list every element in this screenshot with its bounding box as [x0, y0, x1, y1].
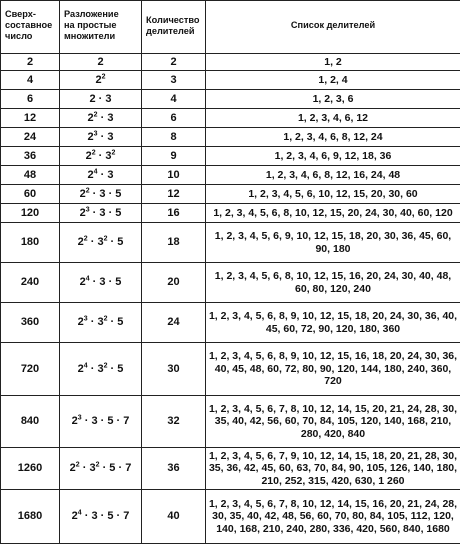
divisor-count-cell: 8: [142, 128, 206, 147]
header-factorization: Разложение на простые множители: [60, 1, 142, 54]
number-cell: 12: [1, 109, 60, 128]
number-cell: 240: [1, 263, 60, 303]
factorization-cell: $2^4 \cdot 3 \cdot 5$: [60, 263, 142, 303]
table-row: [1, 109, 460, 128]
divisor-list-cell: 1, 2, 3, 4, 5, 6, 7, 9, 10, 12, 14, 15, 18, 20, 21, 28, 30, 35, 36, 42, 45, 60, 63, 70, 84, 90, 105, 126, 140, 180, 210, 252, 315, 420, 630, 1 260: [206, 448, 460, 490]
factorization-cell: $2^3 \cdot 3 \cdot 5 \cdot 7$: [60, 396, 142, 448]
table-row: [1, 185, 460, 204]
divisor-list-cell: 1, 2, 3, 4, 5, 6, 7, 8, 10, 12, 14, 15, 16, 20, 21, 24, 28, 30, 35, 40, 42, 48, 56, 60, 70, 80, 84, 105, 112, 120, 140, 168, 210, 240, 280, 336, 420, 560, 840, 1680: [206, 490, 460, 544]
divisor-list-cell: 1, 2, 3, 4, 5, 6, 8, 10, 12, 15, 16, 20, 24, 30, 40, 48, 60, 80, 120, 240: [206, 263, 460, 303]
factorization-cell: $2^4 \cdot 3 \cdot 5 \cdot 7$: [60, 490, 142, 544]
number-cell: 2: [1, 54, 60, 71]
factorization-cell: $2^2 \cdot 3$: [60, 109, 142, 128]
header-divisor-list: Список делителей: [206, 1, 460, 54]
number-cell: 4: [1, 71, 60, 90]
number-cell: 180: [1, 223, 60, 263]
factorization-cell: $2^2 \cdot 3^2$: [60, 147, 142, 166]
factorization-cell: $2^2$: [60, 71, 142, 90]
number-cell: 1680: [1, 490, 60, 544]
divisor-count-cell: 2: [142, 54, 206, 71]
header-divisor-count: Количество делителей: [142, 1, 206, 54]
table-row: [1, 396, 460, 448]
divisor-list-cell: 1, 2, 3, 4, 6, 8, 12, 16, 24, 48: [206, 166, 460, 185]
divisor-list-cell: 1, 2, 3, 4, 5, 6, 10, 12, 15, 20, 30, 60: [206, 185, 460, 204]
divisor-count-cell: 4: [142, 90, 206, 109]
divisor-list-cell: 1, 2, 4: [206, 71, 460, 90]
divisor-list-cell: 1, 2, 3, 4, 5, 6, 8, 10, 12, 15, 20, 24, 30, 40, 60, 120: [206, 204, 460, 223]
number-cell: 720: [1, 343, 60, 396]
table-row: [1, 490, 460, 544]
number-cell: 6: [1, 90, 60, 109]
table-row: [1, 448, 460, 490]
number-cell: 48: [1, 166, 60, 185]
divisor-list-cell: 1, 2: [206, 54, 460, 71]
factorization-cell: $2^2 \cdot 3^2 \cdot 5$: [60, 223, 142, 263]
factorization-cell: $2^4 \cdot 3^2 \cdot 5$: [60, 343, 142, 396]
factorization-cell: 2 · 3: [60, 90, 142, 109]
header-row: [1, 1, 460, 54]
table-row: [1, 71, 460, 90]
divisor-count-cell: 10: [142, 166, 206, 185]
number-cell: 120: [1, 204, 60, 223]
table-row: [1, 204, 460, 223]
divisor-list-cell: 1, 2, 3, 4, 5, 6, 9, 10, 12, 15, 18, 20, 30, 36, 45, 60, 90, 180: [206, 223, 460, 263]
divisor-count-cell: 9: [142, 147, 206, 166]
table-row: [1, 147, 460, 166]
factorization-cell: $2^3 \cdot 3$: [60, 128, 142, 147]
table-row: [1, 223, 460, 263]
divisor-count-cell: 24: [142, 303, 206, 343]
divisor-count-cell: 18: [142, 223, 206, 263]
divisor-count-cell: 32: [142, 396, 206, 448]
factorization-cell: $2^2 \cdot 3^2 \cdot 5 \cdot 7$: [60, 448, 142, 490]
divisor-count-cell: 12: [142, 185, 206, 204]
divisor-list-cell: 1, 2, 3, 6: [206, 90, 460, 109]
divisor-list-cell: 1, 2, 3, 4, 6, 12: [206, 109, 460, 128]
divisor-count-cell: 16: [142, 204, 206, 223]
divisor-count-cell: 40: [142, 490, 206, 544]
table-row: [1, 128, 460, 147]
factorization-cell: $2^2 \cdot 3 \cdot 5$: [60, 185, 142, 204]
number-cell: 360: [1, 303, 60, 343]
divisor-count-cell: 6: [142, 109, 206, 128]
factorization-cell: 2: [60, 54, 142, 71]
table-body: [1, 54, 460, 544]
divisor-list-cell: 1, 2, 3, 4, 5, 6, 8, 9, 10, 12, 15, 16, 18, 20, 24, 30, 36, 40, 45, 48, 60, 72, 80, 90, 120, 144, 180, 240, 360, 720: [206, 343, 460, 396]
divisor-count-cell: 3: [142, 71, 206, 90]
table-row: [1, 263, 460, 303]
divisor-count-cell: 36: [142, 448, 206, 490]
factorization-cell: $2^4 \cdot 3$: [60, 166, 142, 185]
factorization-cell: $2^3 \cdot 3^2 \cdot 5$: [60, 303, 142, 343]
divisor-list-cell: 1, 2, 3, 4, 5, 6, 7, 8, 10, 12, 14, 15, 20, 21, 24, 28, 30, 35, 40, 42, 56, 60, 70, 84, 105, 120, 140, 168, 210, 280, 420, 840: [206, 396, 460, 448]
number-cell: 36: [1, 147, 60, 166]
number-cell: 60: [1, 185, 60, 204]
divisor-list-cell: 1, 2, 3, 4, 6, 8, 12, 24: [206, 128, 460, 147]
divisor-list-cell: 1, 2, 3, 4, 5, 6, 8, 9, 10, 12, 15, 18, 20, 24, 30, 36, 40, 45, 60, 72, 90, 120, 180, 360: [206, 303, 460, 343]
table-row: [1, 166, 460, 185]
number-cell: 24: [1, 128, 60, 147]
table-row: [1, 303, 460, 343]
table-row: [1, 343, 460, 396]
divisor-count-cell: 30: [142, 343, 206, 396]
divisor-count-cell: 20: [142, 263, 206, 303]
factorization-cell: $2^3 \cdot 3 \cdot 5$: [60, 204, 142, 223]
number-cell: 840: [1, 396, 60, 448]
table-row: [1, 90, 460, 109]
table-row: [1, 54, 460, 71]
number-cell: 1260: [1, 448, 60, 490]
header-number: Сверх- составное число: [1, 1, 60, 54]
divisor-list-cell: 1, 2, 3, 4, 6, 9, 12, 18, 36: [206, 147, 460, 166]
